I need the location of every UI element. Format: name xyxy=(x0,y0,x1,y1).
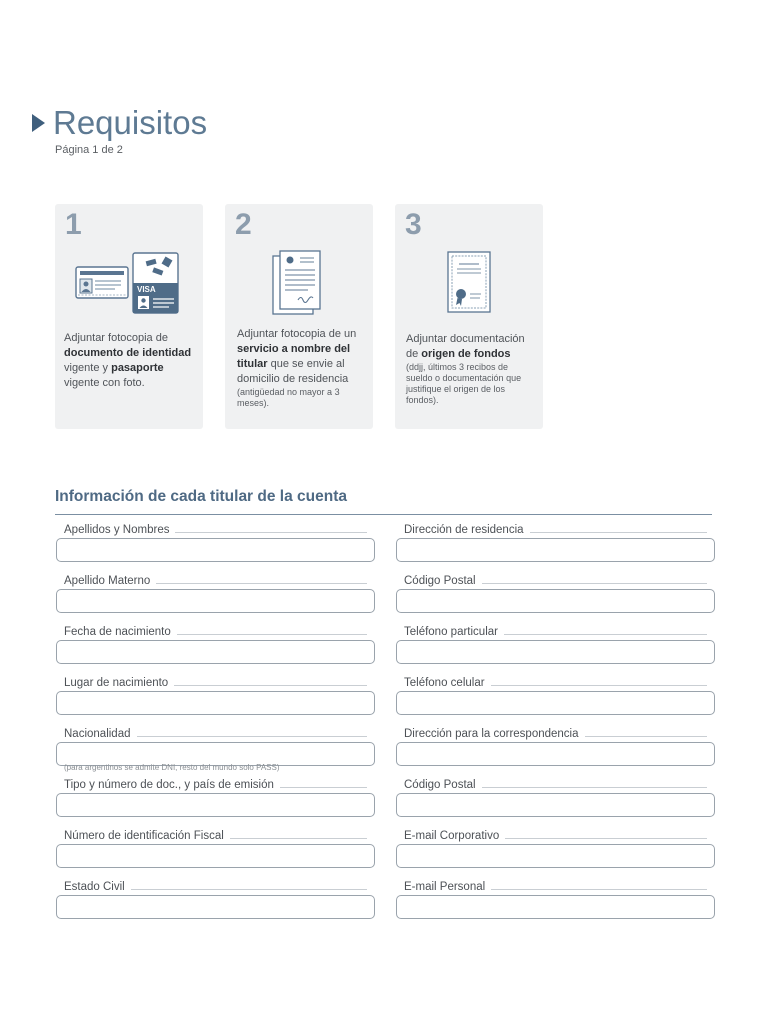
lugar-nacimiento-input[interactable] xyxy=(56,691,375,715)
field-email-personal xyxy=(396,881,715,937)
field-label: E-mail Corporativo xyxy=(396,830,505,842)
field-telefono-particular xyxy=(396,626,715,682)
field-direccion-correspondencia xyxy=(396,728,715,784)
requirement-card-2 xyxy=(225,204,373,429)
field-label: Apellidos y Nombres xyxy=(56,524,175,536)
card-number: 2 xyxy=(235,208,252,241)
field-apellido-materno xyxy=(56,575,375,631)
field-label: Lugar de nacimiento xyxy=(56,677,174,689)
field-label: Teléfono particular xyxy=(396,626,504,638)
estado-civil-input[interactable] xyxy=(56,895,375,919)
id-card-and-visa-icon xyxy=(75,252,181,316)
field-label: Apellido Materno xyxy=(56,575,156,587)
caret-right-icon xyxy=(32,114,45,132)
page-title: Requisitos xyxy=(53,104,208,141)
card-number: 3 xyxy=(405,208,422,241)
field-label: E-mail Personal xyxy=(396,881,491,893)
field-label: Nacionalidad xyxy=(56,728,137,740)
field-nacionalidad xyxy=(56,728,375,784)
field-fecha-nacimiento xyxy=(56,626,375,682)
identificacion-fiscal-input[interactable] xyxy=(56,844,375,868)
telefono-celular-input[interactable] xyxy=(396,691,715,715)
page-counter: Página 1 de 2 xyxy=(55,144,123,156)
field-lugar-nacimiento xyxy=(56,677,375,733)
field-label: Número de identificación Fiscal xyxy=(56,830,230,842)
field-label: Dirección para la correspondencia xyxy=(396,728,585,740)
field-direccion-residencia xyxy=(396,524,715,580)
requirement-card-1 xyxy=(55,204,203,429)
requirement-card-3 xyxy=(395,204,543,429)
card-description: Adjuntar documentación de origen de fondos (ddjj, últimos 3 recibos de sueldo o documentación que justifique el origen de los fondos). xyxy=(406,333,525,405)
field-label: Tipo y número de doc., y país de emisión xyxy=(56,779,280,791)
card-description: Adjuntar fotocopia de un servicio a nombre del titular que se envie al domicilio de residencia (antigüedad no mayor a 3 meses). xyxy=(237,328,357,408)
field-email-corporativo xyxy=(396,830,715,886)
nacionalidad-note: (para argentinos se admite DNI, resto del mundo solo PASS) xyxy=(64,763,280,772)
field-label: Estado Civil xyxy=(56,881,131,893)
card-number: 1 xyxy=(65,208,82,241)
codigo-postal-input[interactable] xyxy=(396,589,715,613)
direccion-correspondencia-input[interactable] xyxy=(396,742,715,766)
certificate-document-icon xyxy=(445,250,493,314)
visa-label: VISA xyxy=(137,285,156,294)
field-label: Dirección de residencia xyxy=(396,524,530,536)
fecha-nacimiento-input[interactable] xyxy=(56,640,375,664)
field-estado-civil xyxy=(56,881,375,937)
apellido-materno-input[interactable] xyxy=(56,589,375,613)
email-corporativo-input[interactable] xyxy=(396,844,715,868)
apellidos-nombres-input[interactable] xyxy=(56,538,375,562)
field-codigo-postal xyxy=(396,575,715,631)
field-identificacion-fiscal xyxy=(56,830,375,886)
field-label: Fecha de nacimiento xyxy=(56,626,177,638)
card-description: Adjuntar fotocopia de documento de identidad vigente y pasaporte vigente con foto. xyxy=(64,332,192,389)
section-title: Información de cada titular de la cuenta xyxy=(55,488,347,505)
telefono-particular-input[interactable] xyxy=(396,640,715,664)
email-personal-input[interactable] xyxy=(396,895,715,919)
field-codigo-postal-correspondencia xyxy=(396,779,715,835)
field-telefono-celular xyxy=(396,677,715,733)
field-label: Teléfono celular xyxy=(396,677,491,689)
field-apellidos-nombres xyxy=(56,524,375,580)
tipo-numero-doc-input[interactable] xyxy=(56,793,375,817)
codigo-postal-correspondencia-input[interactable] xyxy=(396,793,715,817)
utility-bill-document-icon xyxy=(270,250,326,318)
field-label: Código Postal xyxy=(396,575,482,587)
direccion-residencia-input[interactable] xyxy=(396,538,715,562)
field-label: Código Postal xyxy=(396,779,482,791)
field-tipo-numero-doc xyxy=(56,779,375,835)
section-divider xyxy=(55,514,712,515)
